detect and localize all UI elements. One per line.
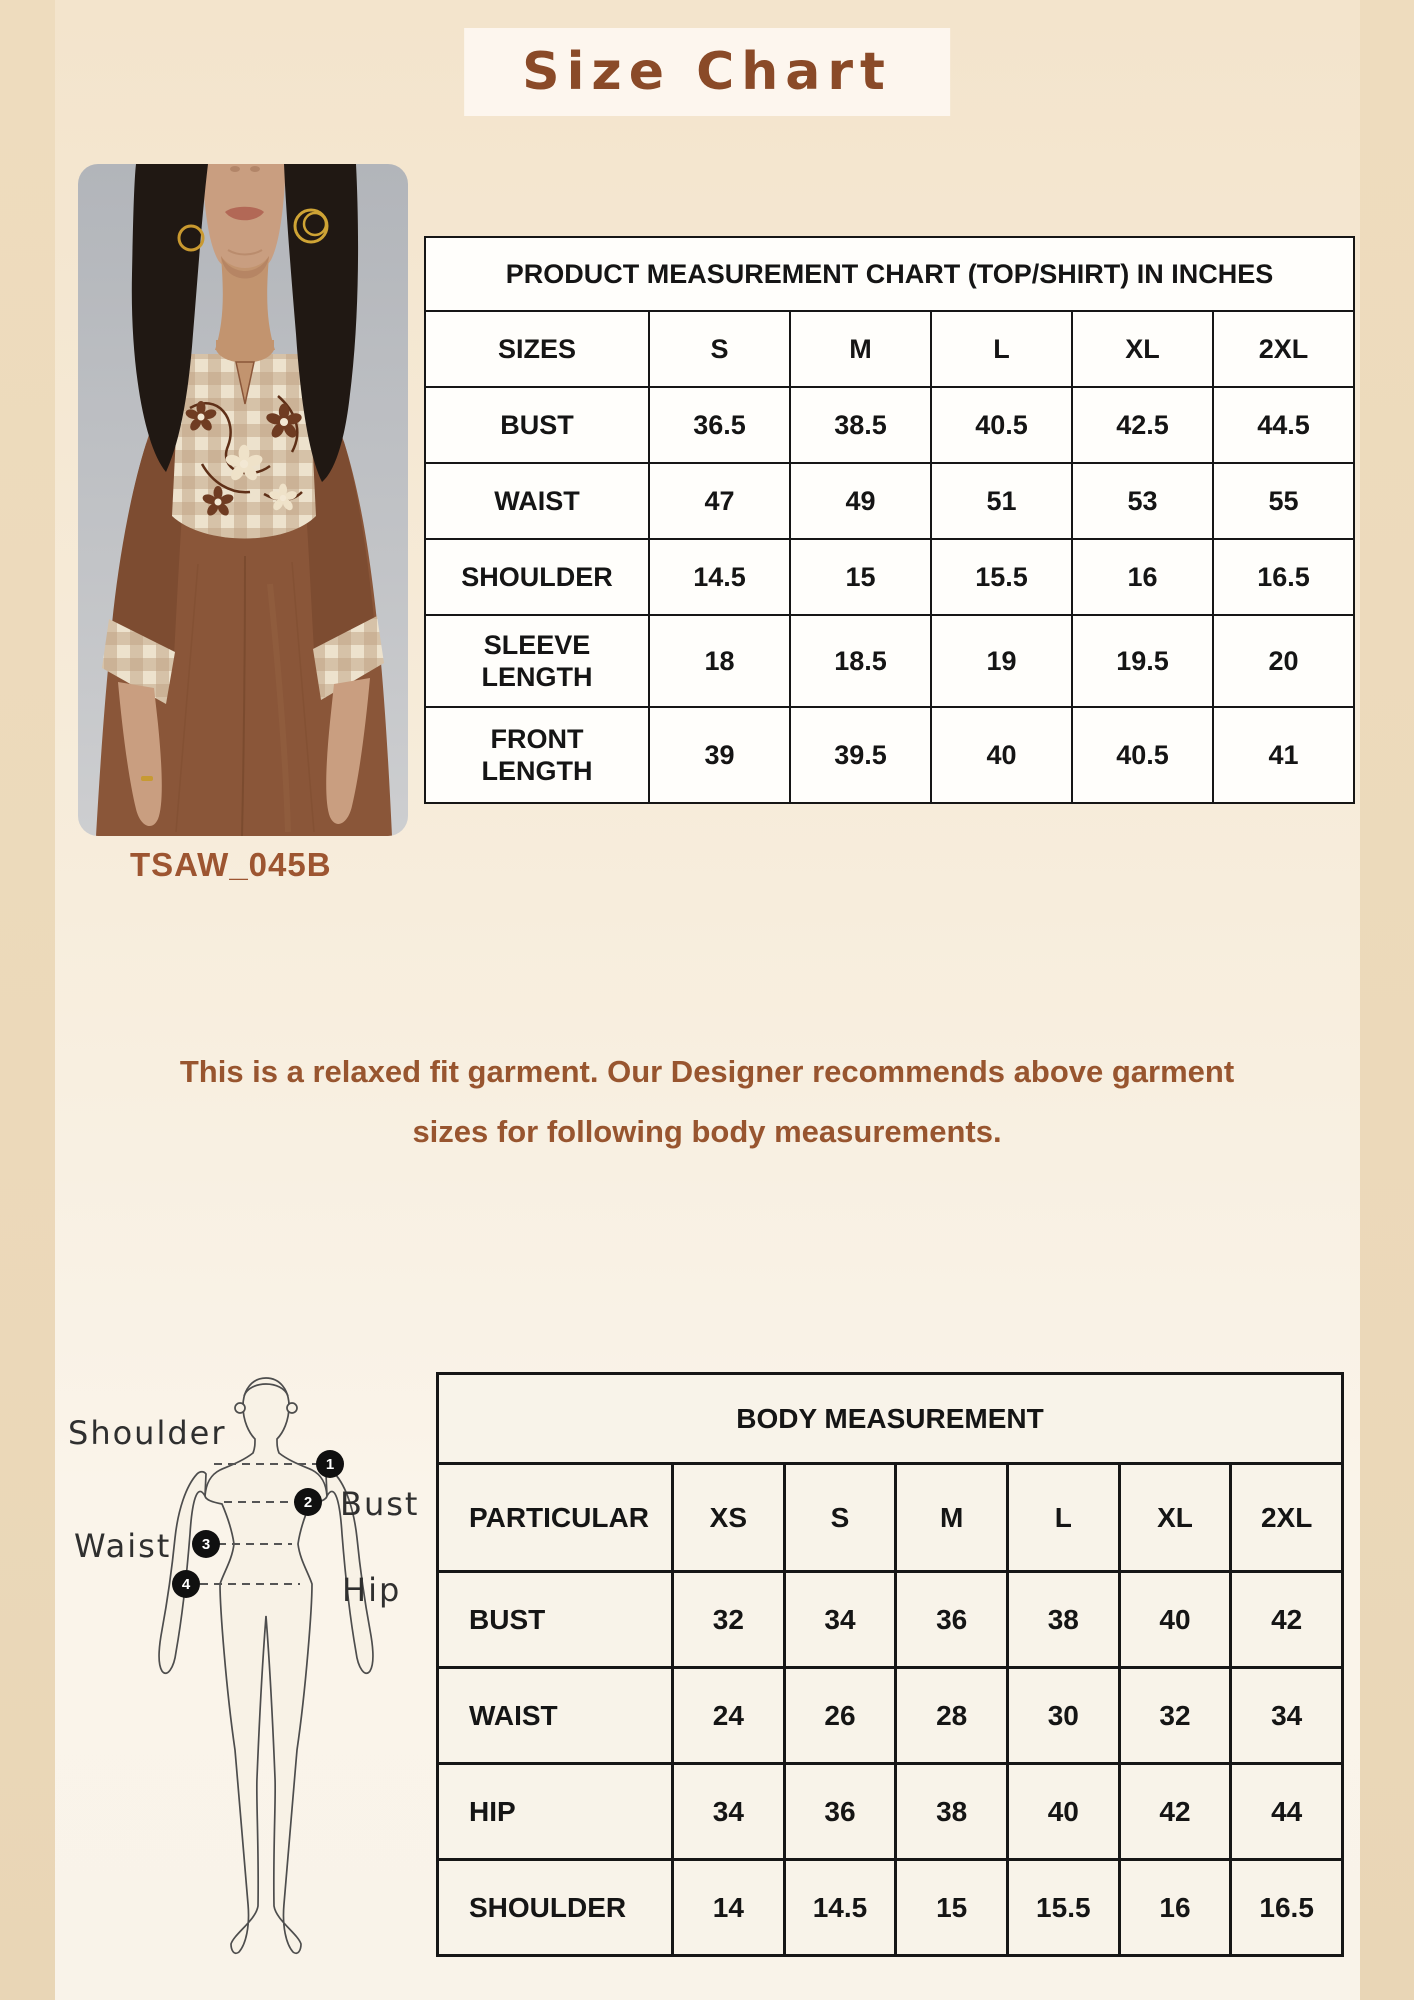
- size-header-cell: S: [784, 1464, 896, 1572]
- value-cell: 14.5: [784, 1860, 896, 1956]
- product-code: TSAW_045B: [130, 846, 332, 883]
- size-header-cell: L: [931, 311, 1072, 387]
- value-cell: 42: [1119, 1764, 1231, 1860]
- value-cell: 32: [673, 1572, 785, 1668]
- value-cell: 26: [784, 1668, 896, 1764]
- value-cell: 14: [673, 1860, 785, 1956]
- product-photo-illustration: [78, 164, 408, 836]
- size-header-cell: S: [649, 311, 790, 387]
- value-cell: 53: [1072, 463, 1213, 539]
- table-row: [425, 539, 1354, 615]
- value-cell: 42: [1231, 1572, 1343, 1668]
- value-cell: 44.5: [1213, 387, 1354, 463]
- title-box: [464, 28, 950, 116]
- value-cell: 40.5: [931, 387, 1072, 463]
- value-cell: 18.5: [790, 615, 931, 707]
- body-measurement-table: [436, 1372, 1344, 1957]
- size-header-cell: M: [790, 311, 931, 387]
- value-cell: 49: [790, 463, 931, 539]
- ring: [141, 776, 153, 781]
- value-cell: 34: [784, 1572, 896, 1668]
- size-header-cell: L: [1007, 1464, 1119, 1572]
- product-measurement-table: [424, 236, 1355, 804]
- bust-label: Bust: [340, 1485, 420, 1523]
- row-label-cell: SIZES: [425, 311, 649, 387]
- body-figure-diagram: [40, 1368, 430, 1968]
- value-cell: 28: [896, 1668, 1008, 1764]
- marker-1: 1: [325, 1456, 335, 1473]
- table-title: BODY MEASUREMENT: [438, 1374, 1343, 1464]
- value-cell: 51: [931, 463, 1072, 539]
- table-row: [425, 463, 1354, 539]
- model-neck: [215, 256, 275, 350]
- value-cell: 15: [896, 1860, 1008, 1956]
- table-row: [438, 1860, 1343, 1956]
- value-cell: 15: [790, 539, 931, 615]
- value-cell: 15.5: [1007, 1860, 1119, 1956]
- hip-label: Hip: [342, 1571, 402, 1609]
- marker-2: 2: [303, 1494, 313, 1511]
- marker-4: 4: [181, 1576, 191, 1593]
- fit-note: [0, 1042, 1414, 1163]
- row-label-cell: FRONT LENGTH: [425, 707, 649, 803]
- value-cell: 39: [649, 707, 790, 803]
- value-cell: 39.5: [790, 707, 931, 803]
- fit-note-line1: This is a relaxed fit garment. Our Designer recommends above garment: [179, 1054, 1235, 1089]
- value-cell: 55: [1213, 463, 1354, 539]
- fit-note-line2: sizes for following body measurements.: [412, 1114, 1002, 1150]
- size-header-cell: XL: [1072, 311, 1213, 387]
- value-cell: 16.5: [1231, 1860, 1343, 1956]
- shoulder-label: Shoulder: [68, 1414, 227, 1452]
- value-cell: 34: [673, 1764, 785, 1860]
- table-title: PRODUCT MEASUREMENT CHART (TOP/SHIRT) IN INCHES: [425, 237, 1354, 311]
- row-label-cell: WAIST: [425, 463, 649, 539]
- value-cell: 15.5: [931, 539, 1072, 615]
- table-row: [438, 1572, 1343, 1668]
- value-cell: 32: [1119, 1668, 1231, 1764]
- row-label-cell: SLEEVE LENGTH: [425, 615, 649, 707]
- table-row: [425, 615, 1354, 707]
- value-cell: 44: [1231, 1764, 1343, 1860]
- value-cell: 38.5: [790, 387, 931, 463]
- value-cell: 36: [784, 1764, 896, 1860]
- size-header-cell: M: [896, 1464, 1008, 1572]
- value-cell: 47: [649, 463, 790, 539]
- value-cell: 34: [1231, 1668, 1343, 1764]
- value-cell: 36.5: [649, 387, 790, 463]
- row-label-cell: HIP: [438, 1764, 673, 1860]
- page-title: Size Chart: [522, 42, 892, 102]
- table-row: [425, 387, 1354, 463]
- row-label-cell: SHOULDER: [425, 539, 649, 615]
- table-row: [438, 1668, 1343, 1764]
- value-cell: 16: [1072, 539, 1213, 615]
- marker-3: 3: [201, 1536, 211, 1553]
- size-header-cell: XL: [1119, 1464, 1231, 1572]
- value-cell: 38: [896, 1764, 1008, 1860]
- size-header-cell: 2XL: [1213, 311, 1354, 387]
- product-photo: [78, 164, 408, 836]
- row-label-cell: BUST: [425, 387, 649, 463]
- value-cell: 40: [1119, 1572, 1231, 1668]
- size-header-cell: 2XL: [1231, 1464, 1343, 1572]
- row-label-cell: SHOULDER: [438, 1860, 673, 1956]
- value-cell: 19.5: [1072, 615, 1213, 707]
- table-header-row: [425, 311, 1354, 387]
- row-label-cell: WAIST: [438, 1668, 673, 1764]
- table-header-row: [438, 1464, 1343, 1572]
- value-cell: 41: [1213, 707, 1354, 803]
- value-cell: 40: [931, 707, 1072, 803]
- value-cell: 16: [1119, 1860, 1231, 1956]
- value-cell: 38: [1007, 1572, 1119, 1668]
- value-cell: 19: [931, 615, 1072, 707]
- value-cell: 14.5: [649, 539, 790, 615]
- value-cell: 40.5: [1072, 707, 1213, 803]
- row-label-cell: BUST: [438, 1572, 673, 1668]
- table-row: [438, 1764, 1343, 1860]
- value-cell: 40: [1007, 1764, 1119, 1860]
- value-cell: 24: [673, 1668, 785, 1764]
- value-cell: 42.5: [1072, 387, 1213, 463]
- size-header-cell: XS: [673, 1464, 785, 1572]
- table-row: [425, 707, 1354, 803]
- value-cell: 18: [649, 615, 790, 707]
- waist-label: Waist: [74, 1527, 172, 1565]
- value-cell: 30: [1007, 1668, 1119, 1764]
- row-label-cell: PARTICULAR: [438, 1464, 673, 1572]
- value-cell: 16.5: [1213, 539, 1354, 615]
- value-cell: 20: [1213, 615, 1354, 707]
- value-cell: 36: [896, 1572, 1008, 1668]
